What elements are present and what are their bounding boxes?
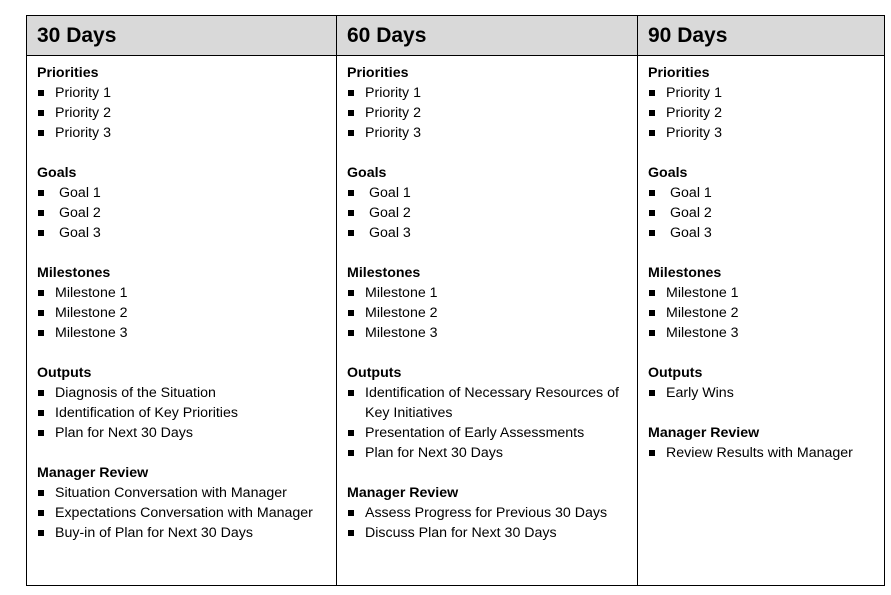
column-90-days [637, 16, 884, 585]
section-title: Outputs [648, 365, 703, 381]
list-item-text: Milestone 2 [666, 305, 739, 321]
list-item-text: Plan for Next 30 Days [55, 425, 193, 441]
square-bullet-icon [38, 430, 44, 436]
list-item-text: Milestone 1 [666, 285, 739, 301]
list-item-text: Goal 3 [59, 225, 101, 241]
square-bullet-icon [348, 310, 354, 316]
square-bullet-icon [348, 510, 354, 516]
list-item [37, 383, 328, 403]
list-item-text: Priority 1 [55, 85, 111, 101]
list-item [37, 403, 328, 423]
square-bullet-icon [649, 130, 655, 136]
list-item [347, 443, 629, 463]
section-manager-review [648, 423, 876, 463]
section-manager-review [37, 463, 328, 543]
square-bullet-icon [38, 530, 44, 536]
section-priorities [347, 63, 629, 143]
column-header: 60 Days [337, 16, 637, 56]
square-bullet-icon [38, 190, 44, 196]
section-title: Outputs [347, 365, 402, 381]
column-body [638, 56, 884, 463]
section-goals [347, 163, 629, 243]
list-item [37, 183, 328, 203]
list-item [37, 283, 328, 303]
section-title: Goals [37, 165, 77, 181]
square-bullet-icon [38, 330, 44, 336]
section-title: Outputs [37, 365, 92, 381]
list-item [347, 503, 629, 523]
section-title: Manager Review [648, 425, 760, 441]
list-item-text: Early Wins [666, 385, 734, 401]
column-body [27, 56, 336, 543]
list-item-text: Goal 2 [670, 205, 712, 221]
square-bullet-icon [649, 330, 655, 336]
section-title: Priorities [648, 65, 710, 81]
list-item [37, 103, 328, 123]
square-bullet-icon [38, 490, 44, 496]
section-outputs [347, 363, 629, 463]
square-bullet-icon [348, 450, 354, 456]
list-item [347, 283, 629, 303]
square-bullet-icon [649, 90, 655, 96]
list-item [648, 203, 876, 223]
square-bullet-icon [348, 290, 354, 296]
column-30-days [27, 16, 336, 585]
square-bullet-icon [38, 210, 44, 216]
square-bullet-icon [348, 130, 354, 136]
square-bullet-icon [649, 290, 655, 296]
section-title: Priorities [37, 65, 99, 81]
list-item [37, 303, 328, 323]
square-bullet-icon [348, 190, 354, 196]
list-item-text: Identification of Key Priorities [55, 405, 238, 421]
section-title: Manager Review [347, 485, 459, 501]
list-item [347, 523, 629, 543]
list-item-text: Milestone 3 [55, 325, 128, 341]
section-title: Goals [347, 165, 387, 181]
plan-table [26, 15, 885, 586]
list-item [37, 503, 328, 523]
list-item-text: Priority 2 [666, 105, 722, 121]
list-item [648, 183, 876, 203]
list-item [347, 83, 629, 103]
list-item [37, 123, 328, 143]
section-title: Priorities [347, 65, 409, 81]
column-header: 90 Days [638, 16, 884, 56]
column-body [337, 56, 637, 543]
list-item [347, 423, 629, 443]
list-item-text: Goal 1 [369, 185, 411, 201]
square-bullet-icon [649, 390, 655, 396]
square-bullet-icon [38, 90, 44, 96]
list-item-text: Priority 1 [666, 85, 722, 101]
list-item-text: Goal 2 [59, 205, 101, 221]
list-item [648, 443, 876, 463]
list-item [347, 303, 629, 323]
list-item-text: Discuss Plan for Next 30 Days [365, 525, 557, 541]
square-bullet-icon [38, 230, 44, 236]
list-item-text: Goal 3 [369, 225, 411, 241]
section-title: Milestones [648, 265, 722, 281]
list-item [347, 123, 629, 143]
square-bullet-icon [38, 110, 44, 116]
list-item [347, 383, 629, 423]
section-title: Goals [648, 165, 688, 181]
list-item-text: Milestone 3 [666, 325, 739, 341]
list-item [648, 83, 876, 103]
square-bullet-icon [348, 230, 354, 236]
list-item-text: Priority 3 [365, 125, 421, 141]
list-item-text: Priority 3 [55, 125, 111, 141]
list-item-text: Review Results with Manager [666, 445, 853, 461]
list-item [37, 523, 328, 543]
list-item-text: Priority 2 [365, 105, 421, 121]
list-item [37, 423, 328, 443]
square-bullet-icon [38, 510, 44, 516]
list-item [37, 83, 328, 103]
square-bullet-icon [38, 130, 44, 136]
list-item-text: Goal 2 [369, 205, 411, 221]
section-milestones [37, 263, 328, 343]
list-item-text: Expectations Conversation with Manager [55, 505, 313, 521]
list-item-text: Goal 1 [59, 185, 101, 201]
section-title: Milestones [37, 265, 111, 281]
list-item-text: Identification of Necessary Resources of Key Initiatives [365, 385, 619, 421]
section-milestones [648, 263, 876, 343]
list-item [648, 123, 876, 143]
square-bullet-icon [649, 310, 655, 316]
square-bullet-icon [348, 330, 354, 336]
list-item-text: Goal 1 [670, 185, 712, 201]
square-bullet-icon [348, 90, 354, 96]
list-item [648, 103, 876, 123]
square-bullet-icon [38, 410, 44, 416]
list-item [37, 483, 328, 503]
square-bullet-icon [348, 110, 354, 116]
section-outputs [37, 363, 328, 443]
section-manager-review [347, 483, 629, 543]
list-item-text: Milestone 2 [365, 305, 438, 321]
section-title: Milestones [347, 265, 421, 281]
list-item [347, 203, 629, 223]
list-item [648, 383, 876, 403]
list-item-text: Priority 3 [666, 125, 722, 141]
list-item-text: Milestone 2 [55, 305, 128, 321]
list-item-text: Diagnosis of the Situation [55, 385, 216, 401]
column-header: 30 Days [27, 16, 336, 56]
square-bullet-icon [348, 210, 354, 216]
section-title: Manager Review [37, 465, 149, 481]
list-item-text: Situation Conversation with Manager [55, 485, 287, 501]
square-bullet-icon [38, 290, 44, 296]
square-bullet-icon [649, 230, 655, 236]
column-60-days [336, 16, 637, 585]
list-item [648, 323, 876, 343]
square-bullet-icon [348, 430, 354, 436]
section-goals [37, 163, 328, 243]
list-item-text: Presentation of Early Assessments [365, 425, 585, 441]
section-priorities [648, 63, 876, 143]
list-item [347, 323, 629, 343]
section-milestones [347, 263, 629, 343]
list-item [648, 303, 876, 323]
list-item-text: Milestone 1 [365, 285, 438, 301]
list-item-text: Priority 2 [55, 105, 111, 121]
section-goals [648, 163, 876, 243]
section-outputs [648, 363, 876, 403]
square-bullet-icon [348, 390, 354, 396]
list-item [347, 103, 629, 123]
square-bullet-icon [649, 110, 655, 116]
list-item [347, 183, 629, 203]
square-bullet-icon [649, 190, 655, 196]
square-bullet-icon [348, 530, 354, 536]
list-item-text: Milestone 1 [55, 285, 128, 301]
square-bullet-icon [649, 450, 655, 456]
list-item-text: Assess Progress for Previous 30 Days [365, 505, 608, 521]
list-item [648, 223, 876, 243]
square-bullet-icon [649, 210, 655, 216]
square-bullet-icon [38, 390, 44, 396]
list-item-text: Plan for Next 30 Days [365, 445, 503, 461]
list-item [37, 203, 328, 223]
square-bullet-icon [38, 310, 44, 316]
list-item [648, 283, 876, 303]
list-item-text: Goal 3 [670, 225, 712, 241]
list-item-text: Buy-in of Plan for Next 30 Days [55, 525, 253, 541]
list-item [347, 223, 629, 243]
list-item-text: Milestone 3 [365, 325, 438, 341]
list-item-text: Priority 1 [365, 85, 421, 101]
section-priorities [37, 63, 328, 143]
list-item [37, 223, 328, 243]
list-item [37, 323, 328, 343]
